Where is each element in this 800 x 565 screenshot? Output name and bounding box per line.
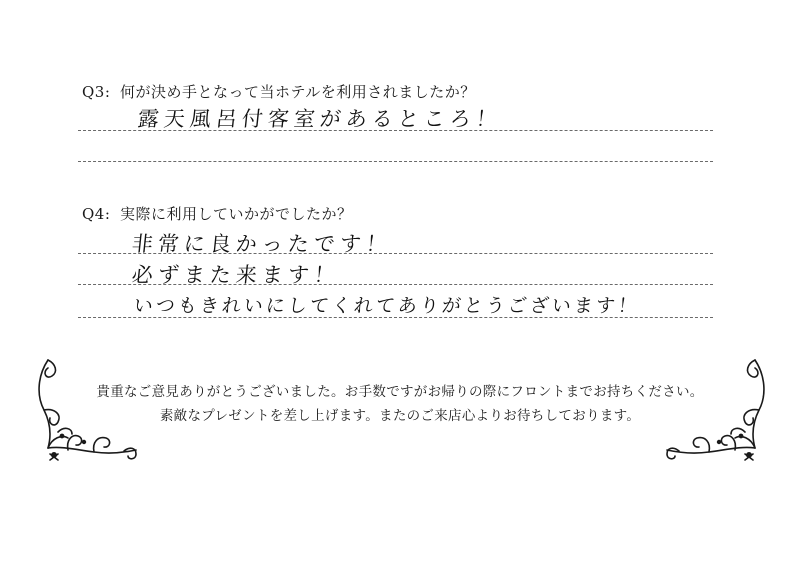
answer-line xyxy=(78,161,713,162)
q4-question-text: 実際に利用していかがでしたか？ xyxy=(120,205,353,223)
q3-question xyxy=(82,81,476,102)
answer-line xyxy=(78,317,713,318)
footer-line-1: 貴重なご意見ありがとうございました。お手数ですがお帰りの際にフロントまでお持ちください。 xyxy=(96,384,704,400)
flourish-ornament-right xyxy=(655,350,775,470)
q4-answer-line-3: いつもきれいにしてくれてありがとうございます！ xyxy=(132,295,642,317)
q3-question-text: 何が決め手となって当ホテルを利用されましたか？ xyxy=(120,83,476,101)
flourish-ornament-left xyxy=(28,350,148,470)
answer-line xyxy=(78,284,713,285)
q4-answer-line-1: 非常に良かったです！ xyxy=(130,232,394,256)
q3-number: Q3: xyxy=(82,83,111,101)
q3-answer: 露天風呂付客室があるところ！ xyxy=(136,107,504,131)
footer-line-2: 素敵なプレゼントを差し上げます。またのご来店心よりお待ちしております。 xyxy=(159,408,641,424)
q4-question xyxy=(82,203,353,224)
answer-line xyxy=(78,130,713,131)
answer-line xyxy=(78,253,713,254)
q4-number: Q4: xyxy=(82,205,111,223)
q4-answer-line-2: 必ずまた来ます！ xyxy=(130,263,342,287)
